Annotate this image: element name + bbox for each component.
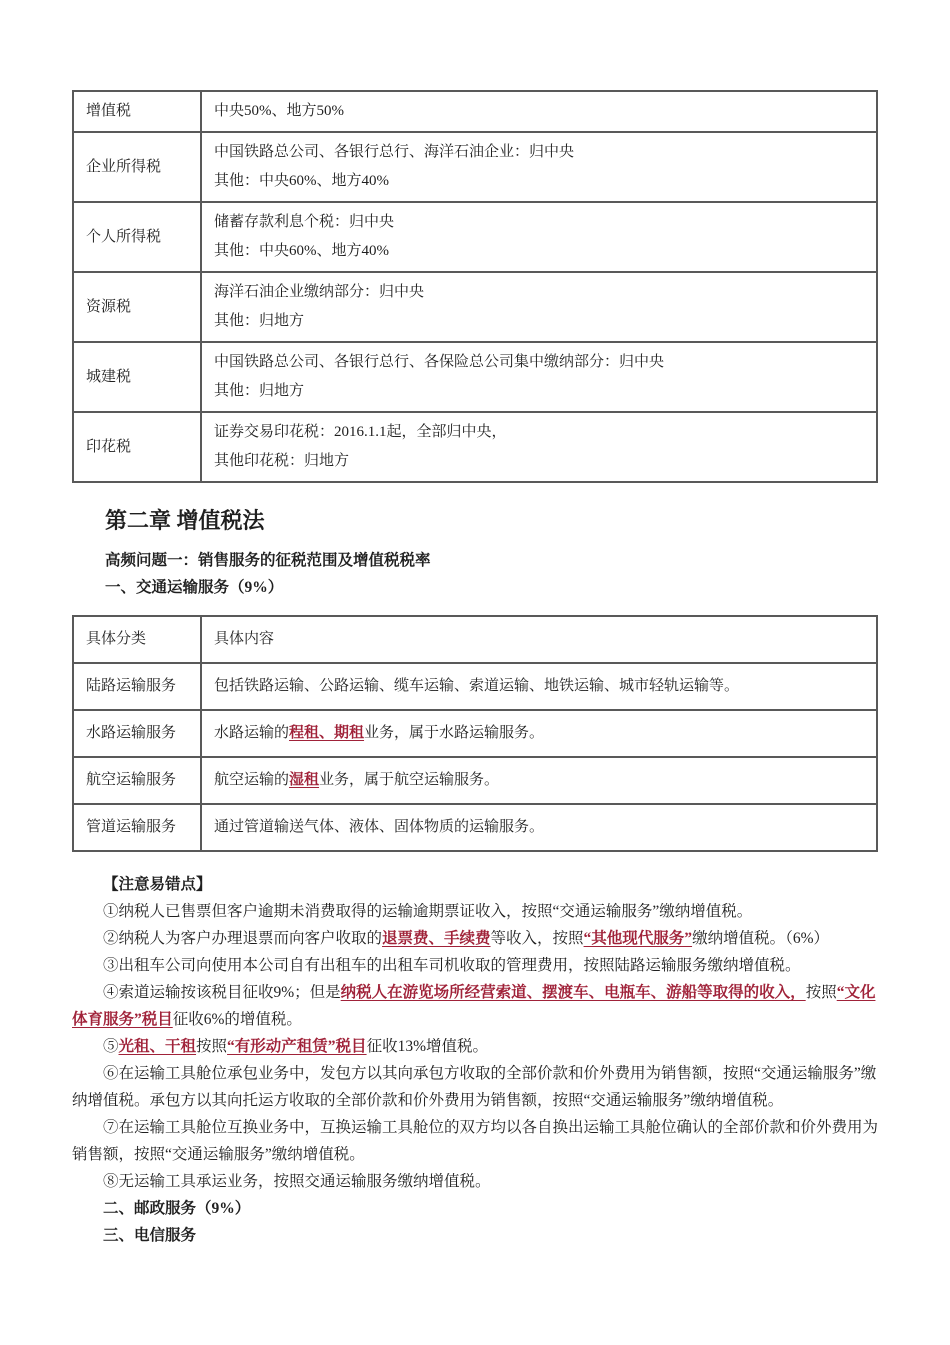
text-segment: 等收入，按照 [490, 930, 584, 947]
topic-heading: 高频问题一：销售服务的征税范围及增值税税率 [105, 552, 431, 569]
header-label: 具体分类 [86, 631, 147, 647]
note-paragraph [72, 925, 878, 952]
text-segment: 水路运输的 [214, 725, 290, 741]
text-segment: 航空运输的 [214, 772, 290, 788]
note-paragraph [72, 952, 878, 979]
tax-name-label: 印花税 [86, 438, 132, 455]
table-header-row [73, 616, 877, 663]
note-paragraph [72, 898, 878, 925]
text-segment: 征收6%的增值税。 [172, 1011, 302, 1028]
header-cell-content [201, 616, 877, 663]
detail-line: 中国铁路总公司、各银行总行、各保险总公司集中缴纳部分：归中央 [214, 354, 665, 370]
tax-sharing-table [72, 90, 878, 483]
service-content-cell [201, 804, 877, 851]
transport-services-table [72, 615, 878, 852]
detail-line: 海洋石油企业缴纳部分：归中央 [214, 284, 425, 300]
tax-name-cell [73, 132, 201, 202]
tax-name-cell [73, 412, 201, 482]
highlighted-text: 程租、期租 [289, 725, 365, 741]
header-cell-category [73, 616, 201, 663]
tax-detail-cell [201, 412, 877, 482]
service-category-label: 陆路运输服务 [86, 678, 177, 694]
service-category-cell [73, 757, 201, 804]
highlighted-text: 光租、干租 [118, 1038, 197, 1055]
transport-table-body [73, 616, 877, 851]
service-content-line [214, 720, 864, 747]
tax-name-label: 企业所得税 [86, 158, 162, 175]
service-content-cell [201, 757, 877, 804]
tax-name-label: 个人所得税 [86, 228, 162, 245]
text-segment: 【注意易错点】 [103, 876, 212, 893]
section-item-transport: 一、交通运输服务（9%） [105, 579, 284, 596]
tax-name-label: 增值税 [86, 103, 132, 119]
tax-name-cell [73, 342, 201, 412]
detail-line: 储蓄存款利息个税：归中央 [214, 214, 395, 230]
text-segment: 包括铁路运输、公路运输、缆车运输、索道运输、地铁运输、城市轻轨运输等。 [214, 678, 740, 694]
header-label: 具体内容 [214, 631, 275, 647]
chapter-title: 第二章 增值税法 [105, 508, 265, 533]
text-segment: ①纳税人已售票但客户逾期未消费取得的运输逾期票证收入，按照“交通运输服务”缴纳增值税。 [103, 903, 753, 920]
service-category-label: 航空运输服务 [86, 772, 177, 788]
table-row [73, 342, 877, 412]
text-segment: ⑧无运输工具承运业务，按照交通运输服务缴纳增值税。 [103, 1173, 491, 1190]
highlighted-text: “有形动产租赁”税目 [227, 1038, 367, 1055]
service-content-line [214, 767, 864, 794]
service-category-cell [73, 804, 201, 851]
text-segment: 三、电信服务 [103, 1227, 197, 1244]
text-segment: ⑥在运输工具舱位承包业务中，发包方以其向承包方收取的全部价款和价外费用为销售额，按照“交通运输服务”缴纳增值税。承包方以其向托运方收取的全部价款和价外费用为销售额，按照“交通运输服务”缴纳增值税。 [72, 1065, 877, 1109]
text-segment: 通过管道输送气体、液体、固体物质的运输服务。 [214, 819, 545, 835]
service-category-cell [73, 710, 201, 757]
service-content-line [214, 814, 864, 841]
service-category-label: 管道运输服务 [86, 819, 177, 835]
highlighted-text: “文化体育服务”税目 [72, 984, 876, 1028]
detail-line: 中央50%、地方50% [214, 103, 344, 119]
detail-line: 其他：归地方 [214, 313, 305, 329]
tax-detail-cell [201, 202, 877, 272]
tax-name-label: 城建税 [86, 368, 132, 385]
tax-detail-cell [201, 132, 877, 202]
text-segment: 征收13%增值税。 [366, 1038, 488, 1055]
tax-name-cell [73, 202, 201, 272]
table-row [73, 710, 877, 757]
detail-line: 中国铁路总公司、各银行总行、海洋石油企业：归中央 [214, 144, 575, 160]
note-paragraph [72, 1060, 878, 1114]
text-segment: ③出租车公司向使用本公司自有出租车的出租车司机收取的管理费用，按照陆路运输服务缴纳增值税。 [103, 957, 801, 974]
text-segment: ④索道运输按该税目征收9%；但是 [103, 984, 341, 1001]
note-paragraph [72, 979, 878, 1033]
spacer [72, 601, 878, 615]
detail-line: 其他印花税：归地方 [214, 453, 350, 469]
text-segment: 缴纳增值税。（6%） [692, 930, 829, 947]
table-row [73, 663, 877, 710]
text-segment: 业务，属于水路运输服务。 [364, 725, 545, 741]
highlighted-text: “其他现代服务” [583, 930, 693, 947]
detail-line: 证券交易印花税：2016.1.1起，全部归中央， [214, 424, 507, 440]
notes-section [72, 871, 878, 1249]
tax-detail-cell [201, 272, 877, 342]
table-row [73, 91, 877, 132]
note-heading [72, 871, 878, 898]
note-paragraph [72, 1033, 878, 1060]
detail-line: 其他：中央60%、地方40% [214, 173, 389, 189]
note-paragraph [72, 1114, 878, 1168]
detail-line: 其他：中央60%、地方40% [214, 243, 389, 259]
service-content-cell [201, 663, 877, 710]
tax-name-label: 资源税 [86, 298, 132, 315]
tax-sharing-table-body [73, 91, 877, 482]
service-content-line [214, 673, 864, 700]
note-heading [72, 1195, 878, 1222]
text-segment: 业务，属于航空运输服务。 [319, 772, 500, 788]
table-row [73, 132, 877, 202]
tax-name-cell [73, 91, 201, 132]
table-row [73, 757, 877, 804]
highlighted-text: 湿租 [289, 772, 320, 788]
text-segment: ⑦在运输工具舱位互换业务中，互换运输工具舱位的双方均以各自换出运输工具舱位确认的全部价款和价外费用为销售额，按照“交通运输服务”缴纳增值税。 [72, 1119, 879, 1163]
detail-line: 其他：归地方 [214, 383, 305, 399]
text-segment: ②纳税人为客户办理退票而向客户收取的 [103, 930, 383, 947]
highlighted-text: 纳税人在游览场所经营索道、摆渡车、电瓶车、游船等取得的收入， [340, 984, 806, 1001]
table-row [73, 412, 877, 482]
service-category-cell [73, 663, 201, 710]
table-row [73, 202, 877, 272]
tax-detail-cell [201, 91, 877, 132]
text-segment: ⑤ [103, 1038, 119, 1055]
service-category-label: 水路运输服务 [86, 725, 177, 741]
service-content-cell [201, 710, 877, 757]
table-row [73, 804, 877, 851]
text-segment: 按照 [805, 984, 837, 1001]
tax-detail-cell [201, 342, 877, 412]
note-heading [72, 1222, 878, 1249]
table-row [73, 272, 877, 342]
note-paragraph [72, 1168, 878, 1195]
text-segment: 二、邮政服务（9%） [103, 1200, 251, 1217]
highlighted-text: 退票费、手续费 [382, 930, 491, 947]
tax-name-cell [73, 272, 201, 342]
text-segment: 按照 [196, 1038, 228, 1055]
